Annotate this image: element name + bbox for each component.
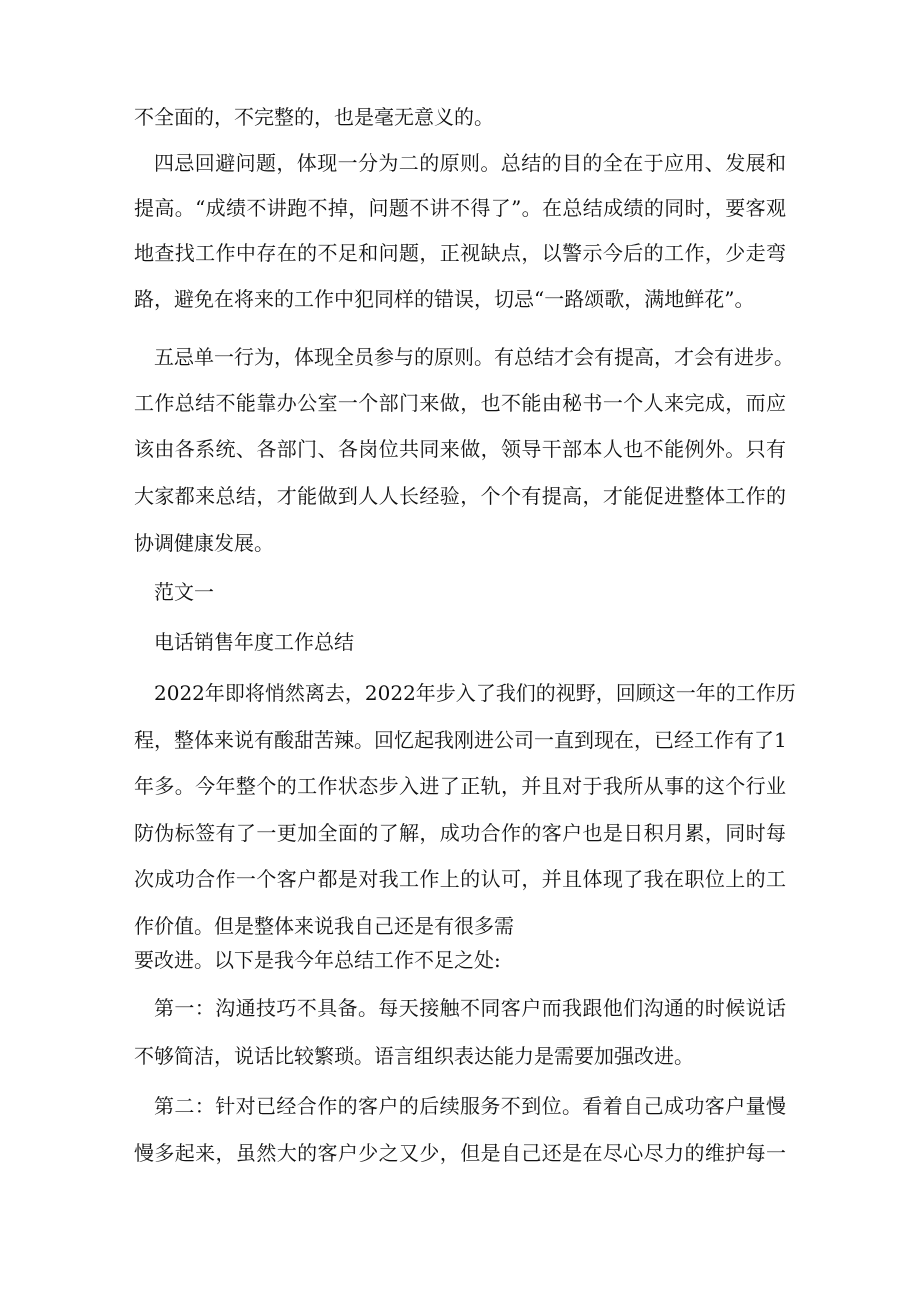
section-heading: 范文一 (154, 580, 214, 604)
text-line: 大家都来总结，才能做到人人长经验，个个有提高，才能促进整体工作的 (134, 484, 786, 508)
text-line: 不够简洁，说话比较繁琐。语言组织表达能力是需要加强改进。 (134, 1044, 694, 1068)
text-line: 第一：沟通技巧不具备。每天接触不同客户而我跟他们沟通的时候说话 (154, 996, 786, 1020)
text-line: 2022年即将悄然离去，2022年步入了我们的视野，回顾这一年的工作历 (154, 681, 796, 705)
text-line: 要改进。以下是我今年总结工作不足之处: (134, 948, 501, 972)
document-title: 电话销售年度工作总结 (154, 630, 354, 654)
text-line: 提高。“成绩不讲跑不掉，问题不讲不得了”。在总结成绩的同时，要客观 (134, 196, 786, 220)
text-line: 第二：针对已经合作的客户的后续服务不到位。看着自己成功客户量慢 (154, 1094, 786, 1118)
text-line: 防伪标签有了一更加全面的了解，成功合作的客户也是日积月累，同时每 (134, 821, 786, 845)
text-line: 程，整体来说有酸甜苦辣。回忆起我刚进公司一直到现在，已经工作有了1 (134, 728, 787, 752)
text-line: 不全面的，不完整的，也是毫无意义的。 (134, 105, 494, 129)
text-line: 五忌单一行为，体现全员参与的原则。有总结才会有提高，才会有进步。 (154, 345, 794, 369)
text-line: 年多。今年整个的工作状态步入进了正轨，并且对于我所从事的这个行业 (134, 774, 786, 798)
text-line: 作价值。但是整体来说我自己还是有很多需 (134, 914, 514, 938)
text-line: 慢多起来，虽然大的客户少之又少，但是自己还是在尽心尽力的维护每一 (134, 1141, 786, 1165)
text-line: 协调健康发展。 (134, 531, 274, 555)
text-line: 该由各系统、各部门、各岗位共同来做，领导干部本人也不能例外。只有 (134, 437, 786, 461)
text-line: 地查找工作中存在的不足和问题，正视缺点，以警示今后的工作，少走弯 (134, 241, 786, 265)
text-line: 次成功合作一个客户都是对我工作上的认可，并且体现了我在职位上的工 (134, 867, 786, 891)
text-line: 路，避免在将来的工作中犯同样的错误，切忌“一路颂歌，满地鲜花”。 (134, 287, 755, 311)
text-line: 工作总结不能靠办公室一个部门来做，也不能由秘书一个人来完成，而应 (134, 391, 786, 415)
text-line: 四忌回避问题，体现一分为二的原则。总结的目的全在于应用、发展和 (154, 151, 786, 175)
